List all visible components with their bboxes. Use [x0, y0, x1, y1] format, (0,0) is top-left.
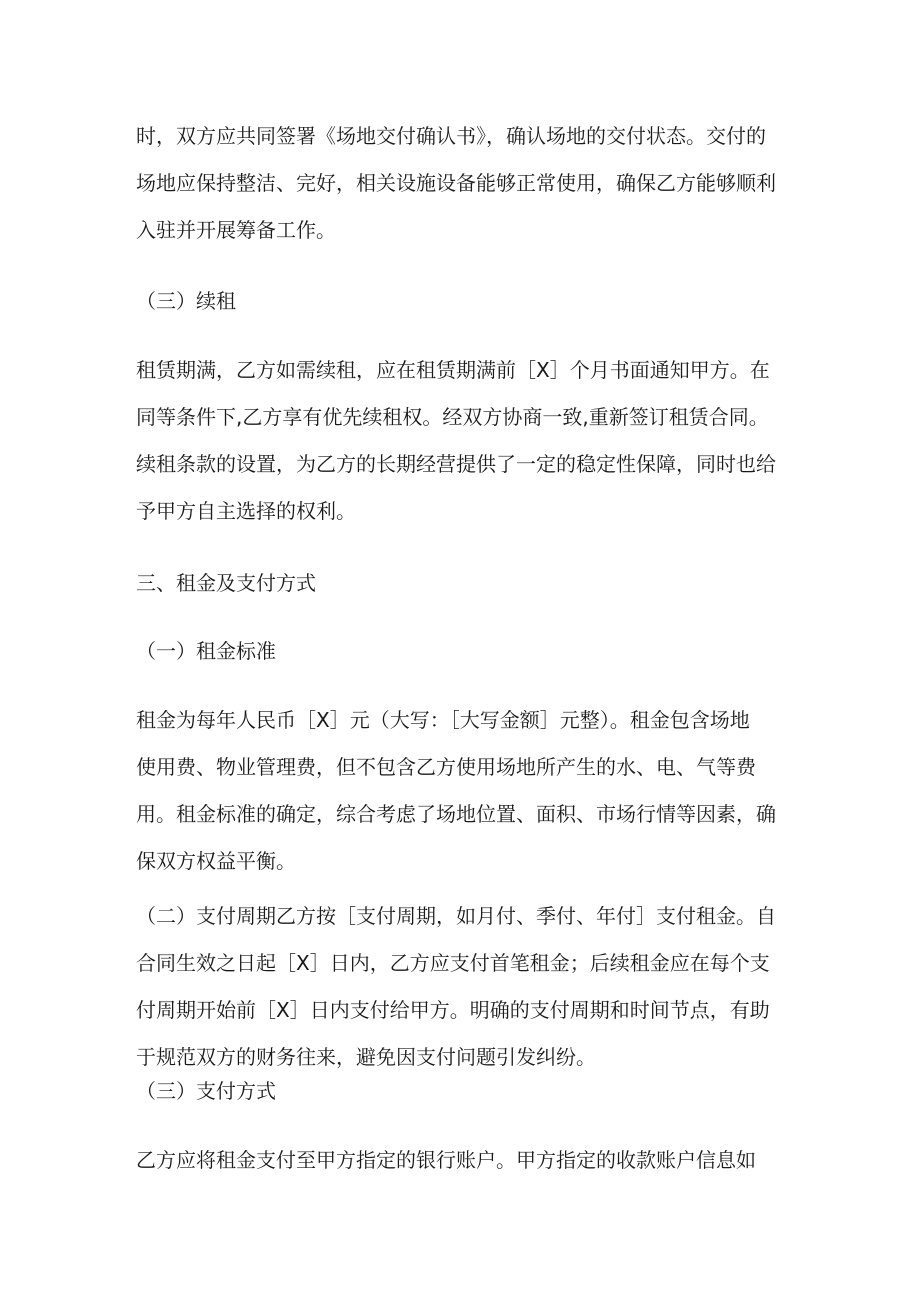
heading-rent-standard: （一）租金标准: [136, 639, 276, 663]
text-line: 合同生效之日起［X］日内，乙方应支付首笔租金；后续租金应在每个支: [136, 951, 770, 975]
text-line: 予甲方自主选择的权利。: [136, 499, 356, 523]
text-line: 租金为每年人民币［X］元（大写：［大写金额］元整）。租金包含场地: [136, 708, 750, 732]
text-line: 使用费、物业管理费，但不包含乙方使用场地所产生的水、电、气等费: [136, 755, 756, 779]
text-line: （二）支付周期乙方按［支付周期，如月付、季付、年付］支付租金。自: [136, 904, 776, 928]
paragraph-renewal: [136, 347, 784, 535]
heading-rent-and-payment: 三、租金及支付方式: [136, 571, 316, 595]
heading-payment-method: （三）支付方式: [136, 1079, 276, 1103]
text-line: 于规范双方的财务往来，避免因支付问题引发纠纷。: [136, 1045, 596, 1069]
paragraph-rent-standard: [136, 697, 784, 885]
text-line: 保双方权益平衡。: [136, 849, 296, 873]
text-line: 时，双方应共同签署《场地交付确认书》，确认场地的交付状态。交付的: [136, 124, 766, 148]
text-line: 场地应保持整洁、完好，相关设施设备能够正常使用，确保乙方能够顺利: [136, 171, 776, 195]
text-line: 同等条件下,乙方享有优先续租权。经双方协商一致,重新签订租赁合同。: [136, 405, 769, 429]
paragraph-site-delivery: [136, 113, 784, 254]
text-line: 用。租金标准的确定，综合考虑了场地位置、面积、市场行情等因素，确: [136, 802, 776, 826]
paragraph-payment-cycle: [136, 893, 784, 1081]
text-line: 付周期开始前［X］日内支付给甲方。明确的支付周期和时间节点，有助: [136, 998, 770, 1022]
text-line: 乙方应将租金支付至甲方指定的银行账户。甲方指定的收款账户信息如: [136, 1148, 756, 1172]
text-line: 租赁期满，乙方如需续租，应在租赁期满前［X］个月书面通知甲方。在: [136, 358, 770, 382]
text-line: 入驻并开展筹备工作。: [136, 218, 336, 242]
paragraph-payment-method: [136, 1137, 784, 1184]
heading-renewal: （三）续租: [136, 289, 236, 313]
text-line: 续租条款的设置，为乙方的长期经营提供了一定的稳定性保障，同时也给: [136, 452, 776, 476]
